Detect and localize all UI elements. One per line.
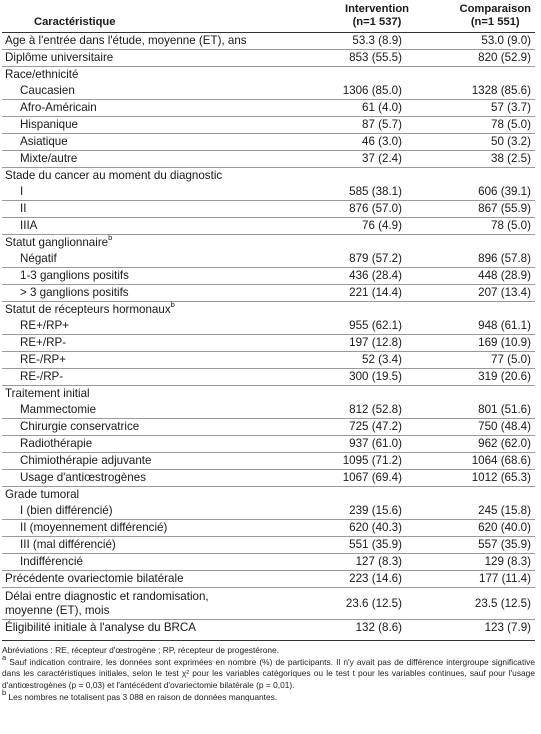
- intervention-value: 551 (35.9): [285, 537, 425, 554]
- section-heading-text: Statut de récepteurs hormonaux: [5, 303, 171, 316]
- row-label: II: [2, 201, 285, 218]
- table-row: [2, 620, 535, 637]
- row-label: RE+/RP-: [2, 335, 285, 352]
- row-label: 1-3 ganglions positifs: [2, 268, 285, 285]
- footnote-marker: b: [108, 233, 113, 243]
- row-label: Chirurgie conservatrice: [2, 419, 285, 436]
- intervention-value: 46 (3.0): [285, 134, 425, 151]
- row-label: Délai entre diagnostic et randomisation, moyenne (ET), mois: [2, 588, 285, 620]
- comparison-value: 169 (10.9): [425, 335, 535, 352]
- row-label: I: [20, 185, 24, 198]
- intervention-value: 1306 (85.0): [342, 84, 402, 97]
- intervention-value: 853 (55.5): [285, 50, 425, 67]
- section-heading-row: [2, 487, 535, 504]
- section-heading-row: [2, 302, 535, 319]
- intervention-value: 61 (4.0): [285, 100, 425, 117]
- row-label: IIIA: [2, 218, 285, 235]
- row-label: II (moyennement différencié): [2, 520, 285, 537]
- footnote-b-marker: b: [2, 688, 7, 698]
- section-heading: Race/ethnicité: [2, 67, 285, 84]
- section-heading: [2, 235, 285, 252]
- table-row: [2, 470, 535, 487]
- comparison-value: 77 (5.0): [425, 352, 535, 369]
- comparison-value: 896 (57.8): [478, 252, 531, 265]
- intervention-value: 87 (5.7): [285, 117, 425, 134]
- intervention-value: 620 (40.3): [285, 520, 425, 537]
- row-label: Précédente ovariectomie bilatérale: [2, 571, 285, 588]
- footnote-a: [2, 653, 535, 691]
- table-row: [2, 335, 535, 352]
- table-row: [2, 117, 535, 134]
- row-label: RE+/RP+: [20, 319, 69, 332]
- header-comparison-n: (n=1 551): [470, 16, 520, 28]
- comparison-value: 23.5 (12.5): [425, 588, 535, 620]
- table-row: [2, 419, 535, 436]
- comparison-value: 620 (40.0): [425, 520, 535, 537]
- row-label: Caucasien: [20, 84, 75, 97]
- row-label: I (bien différencié): [20, 504, 113, 517]
- table-footnotes: [2, 640, 535, 703]
- comparison-value: 820 (52.9): [425, 50, 535, 67]
- section-heading: Traitement initial: [2, 386, 285, 403]
- row-label: Négatif: [20, 252, 57, 265]
- header-comparison: [425, 0, 535, 33]
- table-row: [2, 151, 535, 168]
- intervention-value: 955 (62.1): [349, 319, 402, 332]
- row-label: Mixte/autre: [2, 151, 285, 168]
- table-row: [2, 50, 535, 67]
- intervention-value: 197 (12.8): [285, 335, 425, 352]
- comparison-value: 962 (62.0): [425, 436, 535, 453]
- table-row: [2, 588, 535, 620]
- row-label: RE-/RP-: [2, 369, 285, 386]
- row-label: Age à l'entrée dans l'étude, moyenne (ET), ans: [2, 33, 285, 50]
- row-label: III (mal différencié): [2, 537, 285, 554]
- intervention-value: 23.6 (12.5): [285, 588, 425, 620]
- abbreviations-note: Abréviations : RE, récepteur d'œstrogène ; RP, récepteur de progestérone.: [2, 645, 280, 655]
- comparison-value: 867 (55.9): [425, 201, 535, 218]
- comparison-value: 750 (48.4): [425, 419, 535, 436]
- intervention-value: 1095 (71.2): [285, 453, 425, 470]
- row-label: Mammectomie: [20, 403, 97, 416]
- comparison-value: 1012 (65.3): [425, 470, 535, 487]
- comparison-value: 177 (11.4): [425, 571, 535, 588]
- intervention-value: 76 (4.9): [285, 218, 425, 235]
- section-heading-text: Statut ganglionnaire: [5, 236, 109, 249]
- intervention-value: 1067 (69.4): [285, 470, 425, 487]
- section-heading: Grade tumoral: [2, 487, 285, 504]
- intervention-value: 812 (52.8): [349, 403, 402, 416]
- comparison-value: 319 (20.6): [425, 369, 535, 386]
- table-row: [2, 268, 535, 285]
- header-comparison-title: Comparaison: [459, 3, 531, 15]
- intervention-value: 52 (3.4): [285, 352, 425, 369]
- header-intervention: [285, 0, 425, 33]
- comparison-value: 245 (15.8): [478, 504, 531, 517]
- table-row: [2, 251, 535, 268]
- table-row: [2, 285, 535, 302]
- comparison-value: 50 (3.2): [425, 134, 535, 151]
- table-row: [2, 318, 535, 335]
- row-label: Radiothérapie: [2, 436, 285, 453]
- table-row: [2, 83, 535, 100]
- table-row: [2, 453, 535, 470]
- section-heading-row: [2, 235, 535, 252]
- intervention-value: 300 (19.5): [285, 369, 425, 386]
- footnote-a-text: Sauf indication contraire, les données sont exprimées en nombre (%) de participants. Il n'y avait pas de différence intergroupe significative dans les caractéristiques initiales, selon le test χ² pour les variables catégoriques ou le test t pour les variables continues, sauf pour l'usage d'antiœstrogènes (p = 0,03) et l'antécédent d'ovariectomie bilatérale (p = 0,01).: [2, 657, 535, 690]
- footnote-b-text: Les nombres ne totalisent pas 3 088 en raison de données manquantes.: [8, 691, 278, 702]
- row-label: Usage d'antiœstrogènes: [2, 470, 285, 487]
- comparison-value: 801 (51.6): [478, 403, 531, 416]
- comparison-value: 78 (5.0): [425, 218, 535, 235]
- table-row: [2, 218, 535, 235]
- section-heading-row: [2, 386, 535, 403]
- table-row: [2, 134, 535, 151]
- header-intervention-title: Intervention: [344, 3, 409, 15]
- comparison-value: 57 (3.7): [425, 100, 535, 117]
- comparison-value: 1328 (85.6): [471, 84, 531, 97]
- intervention-value: 725 (47.2): [285, 419, 425, 436]
- table-row: [2, 503, 535, 520]
- intervention-value: 879 (57.2): [349, 252, 402, 265]
- row-label: > 3 ganglions positifs: [2, 285, 285, 302]
- comparison-value: 38 (2.5): [425, 151, 535, 168]
- row-label: Chimiothérapie adjuvante: [2, 453, 285, 470]
- table-body: [2, 33, 535, 637]
- row-label: Asiatique: [2, 134, 285, 151]
- intervention-value: 239 (15.6): [349, 504, 402, 517]
- comparison-value: 129 (8.3): [425, 554, 535, 571]
- intervention-value: 876 (57.0): [285, 201, 425, 218]
- intervention-value: 132 (8.6): [285, 620, 425, 637]
- table-header-row: [2, 0, 535, 33]
- table-row: [2, 352, 535, 369]
- table-row: [2, 33, 535, 50]
- table-row: [2, 571, 535, 588]
- row-label: Hispanique: [2, 117, 285, 134]
- comparison-value: 207 (13.4): [425, 285, 535, 302]
- comparison-value: 948 (61.1): [478, 319, 531, 332]
- header-intervention-n: (n=1 537): [352, 16, 402, 28]
- comparison-value: 53.0 (9.0): [425, 33, 535, 50]
- table-row: [2, 369, 535, 386]
- table-row: [2, 184, 535, 201]
- table-row: [2, 100, 535, 117]
- intervention-value: 223 (14.6): [285, 571, 425, 588]
- table-row: [2, 402, 535, 419]
- table-row: [2, 520, 535, 537]
- row-label: Indifférencié: [2, 554, 285, 571]
- row-label: RE-/RP+: [2, 352, 285, 369]
- section-heading-row: [2, 168, 535, 185]
- row-label: Éligibilité initiale à l'analyse du BRCA: [2, 620, 285, 637]
- intervention-value: 53.3 (8.9): [285, 33, 425, 50]
- intervention-value: 127 (8.3): [285, 554, 425, 571]
- header-characteristic: Caractéristique: [2, 0, 285, 33]
- comparison-value: 78 (5.0): [425, 117, 535, 134]
- comparison-value: 557 (35.9): [425, 537, 535, 554]
- table-row: [2, 554, 535, 571]
- table-row: [2, 537, 535, 554]
- row-label: Afro-Américain: [2, 100, 285, 117]
- section-heading: Stade du cancer au moment du diagnostic: [2, 168, 285, 185]
- baseline-characteristics-table: [2, 0, 535, 636]
- intervention-value: 585 (38.1): [349, 185, 402, 198]
- section-heading-row: [2, 67, 535, 84]
- comparison-value: 606 (39.1): [478, 185, 531, 198]
- comparison-value: 1064 (68.6): [425, 453, 535, 470]
- comparison-value: 448 (28.9): [425, 268, 535, 285]
- table-row: [2, 201, 535, 218]
- table-row: [2, 436, 535, 453]
- footnote-b: [2, 688, 535, 703]
- intervention-value: 436 (28.4): [285, 268, 425, 285]
- footnote-marker: b: [170, 300, 175, 310]
- intervention-value: 37 (2.4): [285, 151, 425, 168]
- row-label: Diplôme universitaire: [2, 50, 285, 67]
- footnote-a-marker: a: [2, 653, 7, 663]
- section-heading: [2, 302, 285, 319]
- comparison-value: 123 (7.9): [425, 620, 535, 637]
- intervention-value: 221 (14.4): [285, 285, 425, 302]
- intervention-value: 937 (61.0): [285, 436, 425, 453]
